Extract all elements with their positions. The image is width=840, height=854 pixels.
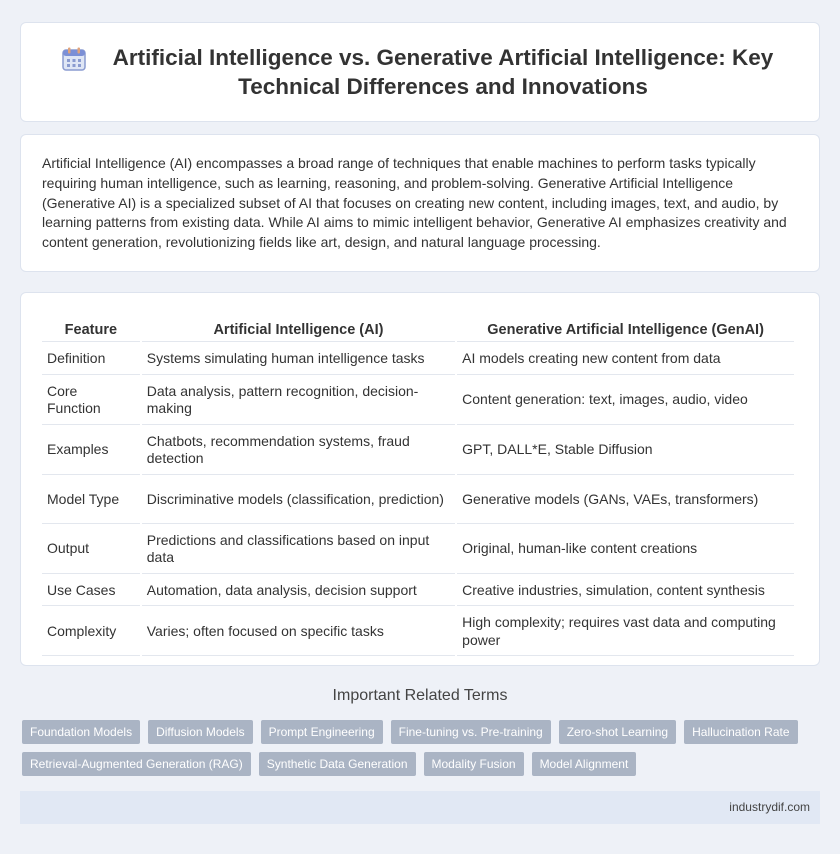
related-term-tag[interactable]: Diffusion Models bbox=[148, 720, 253, 744]
feature-cell: Use Cases bbox=[42, 576, 140, 607]
related-term-tag[interactable]: Hallucination Rate bbox=[684, 720, 797, 744]
related-term-tag[interactable]: Retrieval-Augmented Generation (RAG) bbox=[22, 752, 251, 776]
genai-cell: High complexity; requires vast data and computing power bbox=[457, 608, 794, 656]
ai-cell: Predictions and classifications based on input data bbox=[142, 526, 455, 574]
related-term-tag[interactable]: Synthetic Data Generation bbox=[259, 752, 416, 776]
footer bbox=[20, 791, 820, 824]
genai-cell: Content generation: text, images, audio, video bbox=[457, 377, 794, 425]
related-term-tag[interactable]: Foundation Models bbox=[22, 720, 140, 744]
intro-card bbox=[20, 134, 820, 272]
related-term-tag[interactable]: Fine-tuning vs. Pre-training bbox=[391, 720, 551, 744]
feature-cell: Examples bbox=[42, 427, 140, 475]
ai-cell: Systems simulating human intelligence tasks bbox=[142, 344, 455, 375]
title-card bbox=[20, 22, 820, 122]
related-term-tag[interactable]: Prompt Engineering bbox=[261, 720, 383, 744]
intro-paragraph: Artificial Intelligence (AI) encompasses a broad range of techniques that enable machines to perform tasks typically requiring human intelligence, such as learning, reasoning, and problem-solving. Generative Artificial Intelligence (Generative AI) is a specialized subset of AI that focuses on creating new content, including images, text, and audio, by learning patterns from existing data. While AI aims to mimic intelligent behavior, Generative AI emphasizes creativity and content generation, revolutionizing fields like art, design, and natural language processing. bbox=[42, 155, 787, 251]
genai-cell: Original, human-like content creations bbox=[457, 526, 794, 574]
feature-cell: Definition bbox=[42, 344, 140, 375]
table-header-row bbox=[42, 315, 794, 342]
feature-cell: Complexity bbox=[42, 608, 140, 656]
genai-cell: Creative industries, simulation, content synthesis bbox=[457, 576, 794, 607]
comparison-card bbox=[20, 292, 820, 666]
footer-site-link[interactable]: industrydif.com bbox=[729, 800, 810, 814]
related-term-tag[interactable]: Model Alignment bbox=[532, 752, 637, 776]
genai-cell: AI models creating new content from data bbox=[457, 344, 794, 375]
feature-cell: Output bbox=[42, 526, 140, 574]
calendar-icon bbox=[61, 46, 87, 72]
table-row bbox=[42, 477, 794, 524]
header-ai: Artificial Intelligence (AI) bbox=[142, 315, 455, 342]
related-terms-heading: Important Related Terms bbox=[332, 687, 508, 704]
page-title: Artificial Intelligence vs. Generative Artificial Intelligence: Key Technical Differences and Innovations bbox=[112, 45, 774, 99]
table-row bbox=[42, 526, 794, 574]
table-row bbox=[42, 344, 794, 375]
feature-cell: Core Function bbox=[42, 377, 140, 425]
table-row bbox=[42, 576, 794, 607]
ai-cell: Varies; often focused on specific tasks bbox=[142, 608, 455, 656]
related-term-tag[interactable]: Modality Fusion bbox=[424, 752, 524, 776]
table-row bbox=[42, 377, 794, 425]
header-feature: Feature bbox=[42, 315, 140, 342]
feature-cell: Model Type bbox=[42, 477, 140, 524]
related-term-tag[interactable]: Zero-shot Learning bbox=[559, 720, 676, 744]
genai-cell: Generative models (GANs, VAEs, transformers) bbox=[457, 477, 794, 524]
ai-cell: Data analysis, pattern recognition, decision-making bbox=[142, 377, 455, 425]
ai-cell: Chatbots, recommendation systems, fraud detection bbox=[142, 427, 455, 475]
table-row bbox=[42, 608, 794, 656]
comparison-table bbox=[40, 313, 796, 658]
genai-cell: GPT, DALL*E, Stable Diffusion bbox=[457, 427, 794, 475]
table-row bbox=[42, 427, 794, 475]
ai-cell: Automation, data analysis, decision support bbox=[142, 576, 455, 607]
related-terms-list bbox=[22, 720, 822, 776]
header-genai: Generative Artificial Intelligence (GenAI) bbox=[457, 315, 794, 342]
ai-cell: Discriminative models (classification, prediction) bbox=[142, 477, 455, 524]
